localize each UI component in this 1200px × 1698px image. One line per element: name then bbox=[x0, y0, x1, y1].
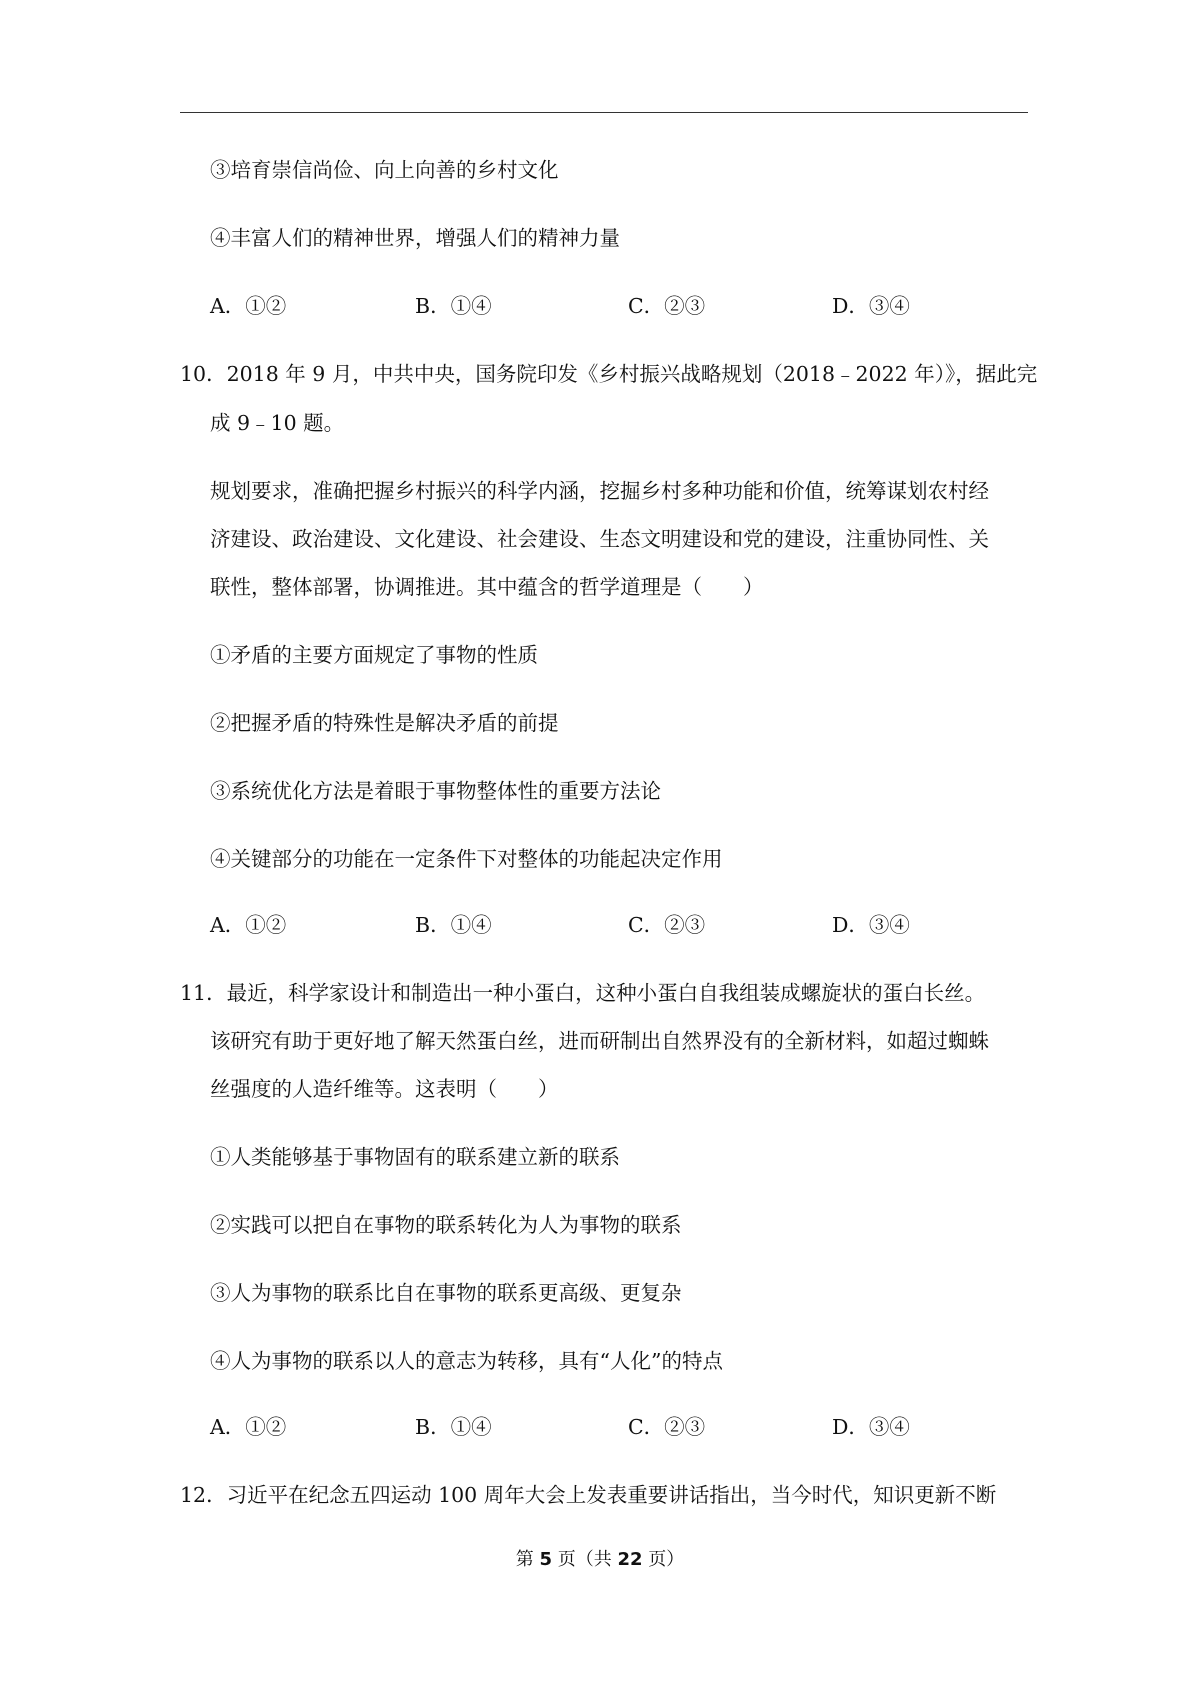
footer-total-pages: 22 bbox=[617, 1549, 643, 1570]
footer-page-number: 5 bbox=[539, 1549, 552, 1570]
q9-choice-a: A．①② bbox=[210, 294, 287, 318]
q11-item-1: ①人类能够基于事物固有的联系建立新的联系 bbox=[210, 1145, 620, 1169]
q10-passage-line-1: 规划要求，准确把握乡村振兴的科学内涵，挖掘乡村多种功能和价值，统筹谋划农村经 bbox=[210, 479, 989, 503]
header-rule bbox=[180, 112, 1028, 113]
q10-item-1: ①矛盾的主要方面规定了事物的性质 bbox=[210, 643, 538, 667]
q10-passage-line-2: 济建设、政治建设、文化建设、社会建设、生态文明建设和党的建设，注重协同性、关 bbox=[210, 527, 989, 551]
q10-stem-line-1: 10．2018 年 9 月，中共中央，国务院印发《乡村振兴战略规划（2018﹣2022 年）》，据此完 bbox=[180, 362, 1038, 386]
q10-passage-line-3: 联性，整体部署，协调推进。其中蕴含的哲学道理是（ ） bbox=[210, 575, 764, 599]
q9-choice-c: C．②③ bbox=[628, 294, 706, 318]
q9-choice-d: D．③④ bbox=[832, 294, 910, 318]
q10-choice-c: C．②③ bbox=[628, 913, 706, 937]
q11-item-2: ②实践可以把自在事物的联系转化为人为事物的联系 bbox=[210, 1213, 682, 1237]
q11-item-3: ③人为事物的联系比自在事物的联系更高级、更复杂 bbox=[210, 1281, 682, 1305]
q10-item-4: ④关键部分的功能在一定条件下对整体的功能起决定作用 bbox=[210, 847, 723, 871]
q10-stem-line-2: 成 9﹣10 题。 bbox=[210, 411, 345, 435]
q10-item-2: ②把握矛盾的特殊性是解决矛盾的前提 bbox=[210, 711, 559, 735]
page-footer bbox=[0, 1548, 1200, 1572]
q11-choice-d: D．③④ bbox=[832, 1415, 910, 1439]
q11-stem-line-3: 丝强度的人造纤维等。这表明（ ） bbox=[210, 1077, 559, 1101]
footer-middle: 页（共 bbox=[552, 1549, 618, 1570]
q9-item-4: ④丰富人们的精神世界，增强人们的精神力量 bbox=[210, 226, 620, 250]
q11-choice-b: B．①④ bbox=[415, 1415, 492, 1439]
footer-prefix: 第 bbox=[515, 1549, 540, 1570]
q11-choice-a: A．①② bbox=[210, 1415, 287, 1439]
q11-stem-line-2: 该研究有助于更好地了解天然蛋白丝，进而研制出自然界没有的全新材料，如超过蜘蛛 bbox=[210, 1029, 989, 1053]
q10-item-3: ③系统优化方法是着眼于事物整体性的重要方法论 bbox=[210, 779, 661, 803]
q10-choice-d: D．③④ bbox=[832, 913, 910, 937]
q12-stem-line-1: 12．习近平在纪念五四运动 100 周年大会上发表重要讲话指出，当今时代，知识更新不断 bbox=[180, 1483, 997, 1507]
q11-choice-c: C．②③ bbox=[628, 1415, 706, 1439]
q10-choice-a: A．①② bbox=[210, 913, 287, 937]
q10-choice-b: B．①④ bbox=[415, 913, 492, 937]
q9-item-3: ③培育崇信尚俭、向上向善的乡村文化 bbox=[210, 158, 559, 182]
q11-stem-line-1: 11．最近，科学家设计和制造出一种小蛋白，这种小蛋白自我组装成螺旋状的蛋白长丝。 bbox=[180, 981, 986, 1005]
q11-item-4: ④人为事物的联系以人的意志为转移，具有“人化”的特点 bbox=[210, 1349, 723, 1373]
footer-suffix: 页） bbox=[642, 1549, 685, 1570]
q9-choice-b: B．①④ bbox=[415, 294, 492, 318]
